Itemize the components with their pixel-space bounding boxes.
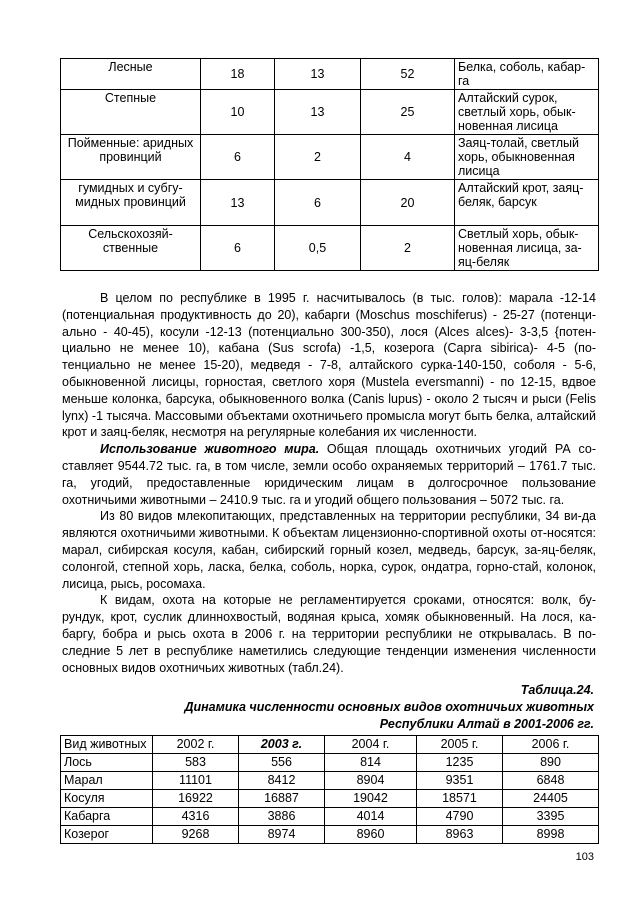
population-value: 9351 bbox=[417, 772, 503, 790]
species-row bbox=[61, 754, 599, 772]
population-value: 9268 bbox=[153, 826, 239, 844]
species-row bbox=[61, 808, 599, 826]
habitat-value-1: 6 bbox=[201, 135, 275, 180]
population-value: 16887 bbox=[239, 790, 325, 808]
habitat-name: Пойменные: аридных провинций bbox=[61, 135, 201, 180]
table-title-line1: Динамика численности основных видов охотничьих животных bbox=[184, 700, 594, 714]
species-name: Косуля bbox=[61, 790, 153, 808]
population-value: 6848 bbox=[503, 772, 599, 790]
habitat-value-1: 10 bbox=[201, 90, 275, 135]
population-value: 814 bbox=[325, 754, 417, 772]
habitat-name: Степные bbox=[61, 90, 201, 135]
header-2004: 2004 г. bbox=[325, 736, 417, 754]
population-value: 556 bbox=[239, 754, 325, 772]
header-2006: 2006 г. bbox=[503, 736, 599, 754]
population-value: 4014 bbox=[325, 808, 417, 826]
header-species: Вид животных bbox=[61, 736, 153, 754]
species-name: Кабарга bbox=[61, 808, 153, 826]
page-number: 103 bbox=[575, 851, 594, 863]
population-value: 583 bbox=[153, 754, 239, 772]
paragraph-hunting-species: Из 80 видов млекопитающих, представленных на территории республики, 34 ви-да являются охотничьими животными. К объектам лицензионно-спортивной охоты от-носятся: марал, сибирская косуля, кабан, сибирский горный козел, медведь, барсук, за-яц-беляк, солонгой, степной хорь, ласка, белка, соболь, норка, сурок, ондатра, горно-стай, колонок, лисица, рысь, росомаха. bbox=[62, 509, 596, 591]
habitat-name: гумидных и субгу- мидных провинций bbox=[61, 180, 201, 226]
habitat-value-3: 2 bbox=[361, 226, 455, 271]
habitat-value-3: 52 bbox=[361, 59, 455, 90]
table-title-line2: Республики Алтай в 2001-2006 гг. bbox=[379, 717, 594, 731]
habitat-row bbox=[61, 90, 599, 135]
habitat-name: Лесные bbox=[61, 59, 201, 90]
habitat-value-3: 4 bbox=[361, 135, 455, 180]
header-2003: 2003 г. bbox=[239, 736, 325, 754]
population-value: 4316 bbox=[153, 808, 239, 826]
species-row bbox=[61, 772, 599, 790]
population-value: 8974 bbox=[239, 826, 325, 844]
population-value: 3395 bbox=[503, 808, 599, 826]
habitat-value-2: 0,5 bbox=[275, 226, 361, 271]
habitat-value-1: 6 bbox=[201, 226, 275, 271]
habitat-species: Заяц-толай, светлый хорь, обыкновенная лисица bbox=[455, 135, 599, 180]
population-value: 3886 bbox=[239, 808, 325, 826]
population-value: 8960 bbox=[325, 826, 417, 844]
habitat-species: Белка, соболь, кабар- га bbox=[455, 59, 599, 90]
habitat-species: Светлый хорь, обык- новенная лисица, за- яц-беляк bbox=[455, 226, 599, 271]
habitat-value-2: 13 bbox=[275, 59, 361, 90]
population-value: 4790 bbox=[417, 808, 503, 826]
habitat-value-2: 13 bbox=[275, 90, 361, 135]
header-2002: 2002 г. bbox=[153, 736, 239, 754]
population-value: 16922 bbox=[153, 790, 239, 808]
body-text bbox=[62, 290, 596, 676]
population-value: 19042 bbox=[325, 790, 417, 808]
species-name: Козерог bbox=[61, 826, 153, 844]
habitat-value-2: 6 bbox=[275, 180, 361, 226]
habitat-row bbox=[61, 180, 599, 226]
population-value: 8412 bbox=[239, 772, 325, 790]
habitat-value-1: 13 bbox=[201, 180, 275, 226]
habitat-row bbox=[61, 226, 599, 271]
habitat-table bbox=[60, 58, 599, 271]
habitat-value-1: 18 bbox=[201, 59, 275, 90]
population-value: 8904 bbox=[325, 772, 417, 790]
population-value: 11101 bbox=[153, 772, 239, 790]
species-name: Марал bbox=[61, 772, 153, 790]
table-header-row bbox=[61, 736, 599, 754]
population-value: 18571 bbox=[417, 790, 503, 808]
paragraph-population: В целом по республике в 1995 г. насчитывалось (в тыс. голов): марала -12-14 (потенциальная продуктивность до 20), кабарги (Moschus moschiferus) - 25-27 (потенци-ально - 40-45), косули -12-13 (потенциально 300-350), лося (Alces alces)- 3-3,5 {потен-циально не менее 10), кабана (Sus scrofa) -1,5, козерога (Capra sibirica)- 4-5 (по-тенциально не менее 15-20), медведя - 7-8, алтайского сурка-140-150, соболя - 5-6, обыкновенной лисицы, горностая, светлого хоря (Mustela eversmanni) - по 12-15, вдвое меньше колонка, барсука, обыкновенного волка (Canis lupus) - около 2 тысяч и рыси (Felis lynx) -1 тысяча. Массовыми объектами охотничьего промысла могут быть белка, алтайский крот и заяц-беляк, несмотря на регулярные колебания их численности. bbox=[62, 291, 596, 440]
habitat-name: Сельскохозяй- ственные bbox=[61, 226, 201, 271]
table-caption bbox=[74, 682, 594, 733]
population-dynamics-table bbox=[60, 735, 599, 844]
table-label: Таблица.24. bbox=[520, 683, 594, 697]
species-row bbox=[61, 790, 599, 808]
population-value: 890 bbox=[503, 754, 599, 772]
habitat-row bbox=[61, 135, 599, 180]
population-value: 24405 bbox=[503, 790, 599, 808]
population-value: 8963 bbox=[417, 826, 503, 844]
habitat-row bbox=[61, 59, 599, 90]
header-2005: 2005 г. bbox=[417, 736, 503, 754]
section-heading: Использование животного мира. bbox=[100, 442, 320, 457]
paragraph-unregulated-species: К видам, охота на которые не регламентируется сроками, относятся: волк, бу-рундук, крот, суслик длиннохвостый, водяная крыса, хомяк обыкновенный. На лося, ка-баргу, бобра и рысь охота в 2006 г. на территории республики не открывалась. В по-следние 5 лет в республике наметились следующие тенденции изменения численности основных видов охотничьих животных (табл.24). bbox=[62, 593, 596, 675]
habitat-value-2: 2 bbox=[275, 135, 361, 180]
population-value: 8998 bbox=[503, 826, 599, 844]
species-name: Лось bbox=[61, 754, 153, 772]
population-value: 1235 bbox=[417, 754, 503, 772]
habitat-species: Алтайский сурок, светлый хорь, обык- новенная лисица bbox=[455, 90, 599, 135]
habitat-value-3: 25 bbox=[361, 90, 455, 135]
species-row bbox=[61, 826, 599, 844]
habitat-value-3: 20 bbox=[361, 180, 455, 226]
paragraph-wildlife-use: Использование животного мира. Общая площадь охотничьих угодий РА со-ставляет 9544.72 тыс. га, в том числе, земли особо охраняемых территорий – 1761.7 тыс. га, угодий, предоставленные юридическим лицам в долгосрочное пользование охотничьими животными – 2410.9 тыс. га и угодий общего пользования – 5072 тыс. га. bbox=[62, 442, 596, 507]
habitat-species: Алтайский крот, заяц- беляк, барсук bbox=[455, 180, 599, 226]
